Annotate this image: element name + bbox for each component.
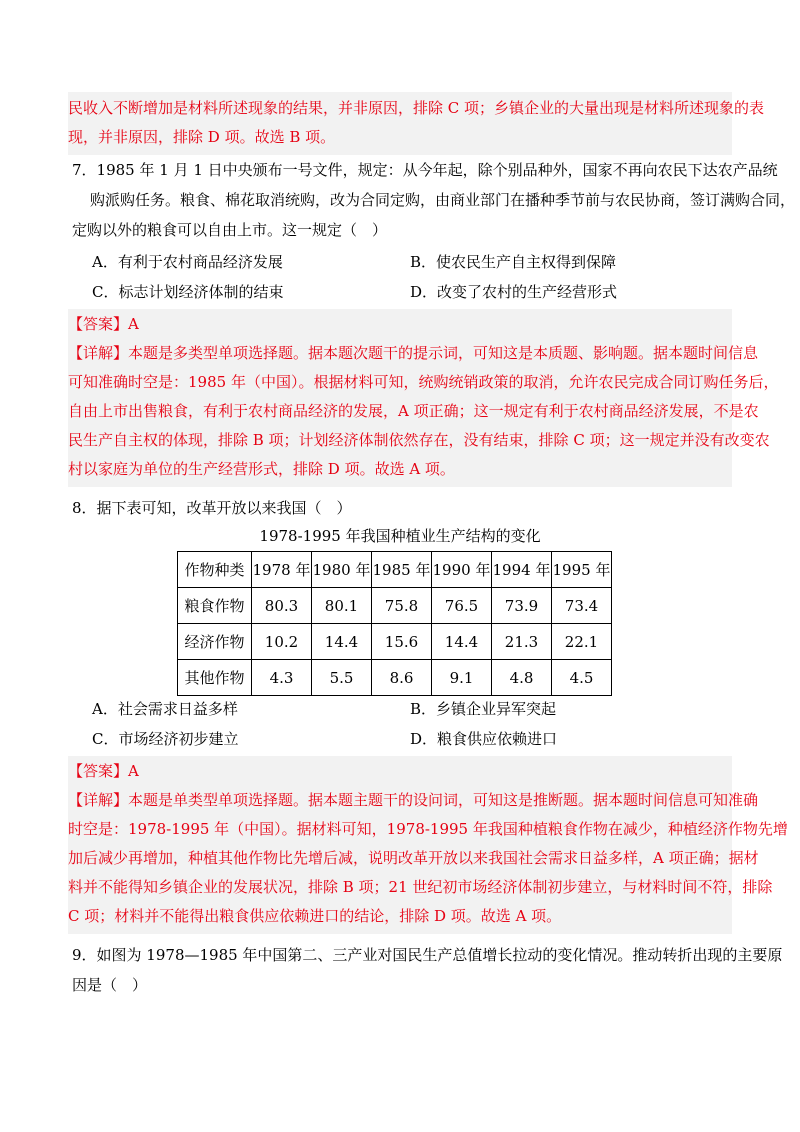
table-cell: 75.8 bbox=[372, 588, 432, 624]
table-cell: 8.6 bbox=[372, 660, 432, 696]
q8-option-a[interactable]: A．社会需求日益多样 bbox=[92, 700, 238, 718]
crop-structure-table bbox=[177, 551, 612, 696]
table-cell: 经济作物 bbox=[178, 624, 252, 660]
analysis-line: 加后减少再增加，种植其他作物比先增后减，说明改革开放以来我国社会需求日益多样，A 项正确；据材 bbox=[68, 849, 759, 867]
table-header-cell: 1980 年 bbox=[312, 552, 372, 588]
analysis-line: 时空是：1978-1995 年（中国）。据材料可知，1978-1995 年我国种植粮食作物在减少，种植经济作物先增 bbox=[68, 820, 788, 838]
table-cell: 4.8 bbox=[492, 660, 552, 696]
table-caption: 1978-1995 年我国种植业生产结构的变化 bbox=[259, 527, 541, 545]
table-row bbox=[178, 588, 612, 624]
q8-option-b[interactable]: B．乡镇企业异军突起 bbox=[410, 700, 557, 718]
question-9-stem bbox=[72, 940, 783, 1000]
q8-option-c[interactable]: C．市场经济初步建立 bbox=[92, 730, 239, 748]
analysis-line: 民收入不断增加是材料所述现象的结果，并非原因，排除 C 项；乡镇企业的大量出现是材料所述现象的表 bbox=[68, 99, 765, 117]
analysis-line: 【详解】本题是多类型单项选择题。据本题次题干的提示词，可知这是本质题、影响题。据本题时间信息 bbox=[68, 344, 759, 362]
table-header-cell: 1994 年 bbox=[492, 552, 552, 588]
stem-line: 7．1985 年 1 月 1 日中央颁布一号文件，规定：从今年起，除个别品种外，国家不再向农民下达农产品统 bbox=[72, 161, 778, 179]
table-cell: 73.9 bbox=[492, 588, 552, 624]
table-cell: 4.5 bbox=[552, 660, 612, 696]
stem-line: 9．如图为 1978—1985 年中国第二、三产业对国民生产总值增长拉动的变化情况。推动转折出现的主要原 bbox=[72, 946, 783, 964]
analysis-line: 【详解】本题是单类型单项选择题。据本题主题干的设问词，可知这是推断题。据本题时间信息可知准确 bbox=[68, 791, 759, 809]
stem-line: 定购以外的粮食可以自由上市。这一规定（ ） bbox=[72, 221, 388, 239]
table-row bbox=[178, 660, 612, 696]
analysis-line: 民生产自主权的体现，排除 B 项；计划经济体制依然存在，没有结束，排除 C 项；这一规定并没有改变农 bbox=[68, 431, 770, 449]
q7-option-b[interactable]: B．使农民生产自主权得到保障 bbox=[410, 253, 617, 271]
table-header-row bbox=[178, 552, 612, 588]
q7-option-c[interactable]: C．标志计划经济体制的结束 bbox=[92, 283, 284, 301]
analysis-line: C 项；材料并不能得出粮食供应依赖进口的结论，排除 D 项。故选 A 项。 bbox=[68, 907, 562, 925]
table-cell: 73.4 bbox=[552, 588, 612, 624]
stem-line: 购派购任务。粮食、棉花取消统购，改为合同定购，由商业部门在播种季节前与农民协商，签订满购合同， bbox=[90, 191, 796, 209]
table-cell: 10.2 bbox=[252, 624, 312, 660]
q7-option-a[interactable]: A．有利于农村商品经济发展 bbox=[92, 253, 283, 271]
analysis-line: 料并不能得知乡镇企业的发展状况，排除 B 项；21 世纪初市场经济体制初步建立，与材料时间不符，排除 bbox=[68, 878, 773, 896]
table-cell: 22.1 bbox=[552, 624, 612, 660]
table-cell: 其他作物 bbox=[178, 660, 252, 696]
q8-answer-block bbox=[68, 756, 788, 934]
table-cell: 5.5 bbox=[312, 660, 372, 696]
table-cell: 80.3 bbox=[252, 588, 312, 624]
table-cell: 80.1 bbox=[312, 588, 372, 624]
table-header-cell: 1978 年 bbox=[252, 552, 312, 588]
table-cell: 15.6 bbox=[372, 624, 432, 660]
q8-option-d[interactable]: D．粮食供应依赖进口 bbox=[410, 730, 558, 748]
table-cell: 9.1 bbox=[432, 660, 492, 696]
stem-line: 因是（ ） bbox=[72, 976, 148, 994]
previous-answer-block bbox=[68, 92, 765, 155]
analysis-line: 现，并非原因，排除 D 项。故选 B 项。 bbox=[68, 128, 336, 146]
analysis-line: 村以家庭为单位的生产经营形式，排除 D 项。故选 A 项。 bbox=[68, 460, 455, 478]
table-header-cell: 作物种类 bbox=[178, 552, 252, 588]
answer-label: 【答案】A bbox=[68, 762, 139, 780]
table-header-cell: 1990 年 bbox=[432, 552, 492, 588]
table-cell: 14.4 bbox=[312, 624, 372, 660]
table-cell: 76.5 bbox=[432, 588, 492, 624]
table-header-cell: 1995 年 bbox=[552, 552, 612, 588]
table-header-cell: 1985 年 bbox=[372, 552, 432, 588]
table-row bbox=[178, 624, 612, 660]
q7-option-d[interactable]: D．改变了农村的生产经营形式 bbox=[410, 283, 618, 301]
table-cell: 21.3 bbox=[492, 624, 552, 660]
q7-answer-block bbox=[68, 309, 779, 487]
table-cell: 14.4 bbox=[432, 624, 492, 660]
table-cell: 粮食作物 bbox=[178, 588, 252, 624]
answer-label: 【答案】A bbox=[68, 315, 139, 333]
analysis-line: 自由上市出售粮食，有利于农村商品经济的发展，A 项正确；这一规定有利于农村商品经济发展，不是农 bbox=[68, 402, 759, 420]
analysis-line: 可知准确时空是：1985 年（中国）。根据材料可知，统购统销政策的取消，允许农民完成合同订购任务后， bbox=[68, 373, 779, 391]
question-7-stem bbox=[72, 155, 796, 245]
question-8-stem: 8．据下表可知，改革开放以来我国（ ） bbox=[72, 499, 352, 517]
table-cell: 4.3 bbox=[252, 660, 312, 696]
